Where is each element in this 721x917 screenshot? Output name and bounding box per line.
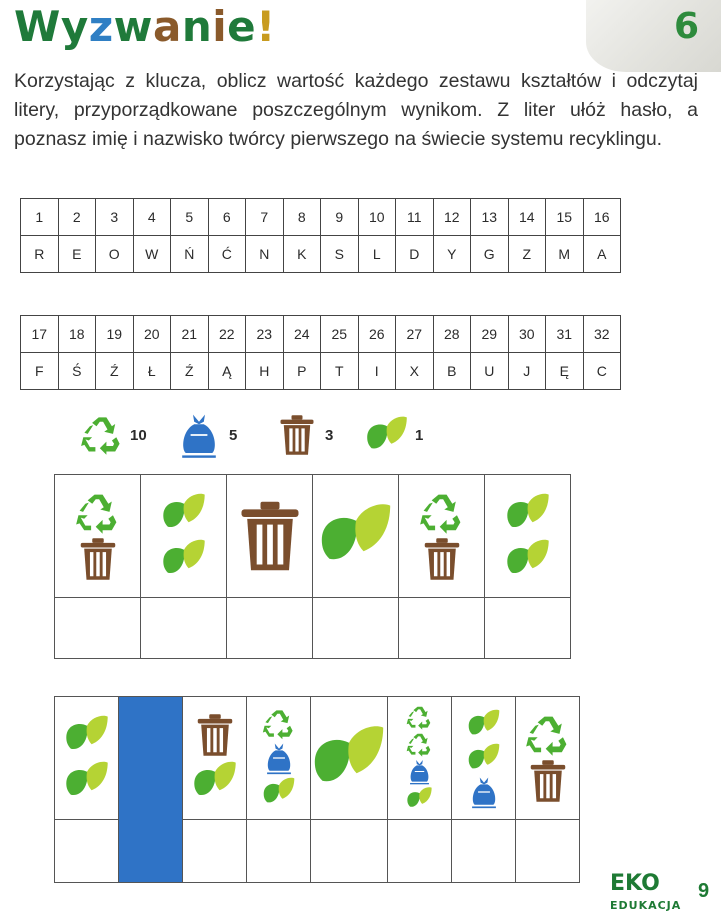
key-number: 12 bbox=[433, 199, 471, 236]
key-number: 29 bbox=[471, 316, 509, 353]
key-letter: Ę bbox=[546, 353, 584, 390]
legend-item bbox=[365, 400, 423, 470]
title-part: z bbox=[88, 2, 114, 51]
key-number: 2 bbox=[58, 199, 96, 236]
highlighted-column bbox=[119, 697, 183, 883]
leaf-icon bbox=[64, 712, 110, 758]
key-letter: U bbox=[471, 353, 509, 390]
key-letter: P bbox=[283, 353, 321, 390]
key-number: 17 bbox=[21, 316, 59, 353]
puzzle-shape-cell bbox=[388, 697, 452, 820]
key-number: 31 bbox=[546, 316, 584, 353]
answer-cell[interactable] bbox=[313, 598, 399, 659]
key-letter: W bbox=[133, 236, 171, 273]
trash-bin-icon bbox=[419, 536, 465, 582]
answer-cell[interactable] bbox=[55, 598, 141, 659]
answer-cell[interactable] bbox=[247, 820, 311, 883]
answer-cell[interactable] bbox=[516, 820, 580, 883]
trash-bin-icon bbox=[275, 413, 319, 457]
key-letter: L bbox=[358, 236, 396, 273]
key-letter: J bbox=[508, 353, 546, 390]
key-letter: D bbox=[396, 236, 434, 273]
key-number: 30 bbox=[508, 316, 546, 353]
key-letter: O bbox=[96, 236, 134, 273]
key-letter: M bbox=[546, 236, 584, 273]
legend-value: 5 bbox=[229, 426, 238, 444]
trash-bin-icon bbox=[75, 536, 121, 582]
leaf-icon bbox=[64, 758, 110, 804]
key-letter: B bbox=[433, 353, 471, 390]
answer-cell[interactable] bbox=[311, 820, 388, 883]
key-letter: E bbox=[58, 236, 96, 273]
answer-cell[interactable] bbox=[452, 820, 516, 883]
key-letter: K bbox=[283, 236, 321, 273]
page-number: 6 bbox=[673, 6, 699, 47]
puzzle-shape-cell bbox=[452, 697, 516, 820]
corner-decoration bbox=[586, 0, 721, 72]
recycle-icon bbox=[262, 707, 296, 741]
leaf-icon bbox=[161, 490, 207, 536]
key-letter: X bbox=[396, 353, 434, 390]
key-letter: I bbox=[358, 353, 396, 390]
puzzle-shape-cell bbox=[227, 475, 313, 598]
answer-cell[interactable] bbox=[399, 598, 485, 659]
title-part: e bbox=[227, 2, 257, 51]
key-number: 13 bbox=[471, 199, 509, 236]
answer-cell[interactable] bbox=[55, 820, 119, 883]
key-letter: F bbox=[21, 353, 59, 390]
key-number: 23 bbox=[246, 316, 284, 353]
key-number: 19 bbox=[96, 316, 134, 353]
brand-logo: EKO EDUKACJA bbox=[610, 871, 682, 912]
title-part: ! bbox=[256, 2, 276, 51]
key-number: 24 bbox=[283, 316, 321, 353]
leaf-icon bbox=[262, 775, 296, 809]
trash-bin-icon bbox=[232, 498, 308, 574]
key-number: 28 bbox=[433, 316, 471, 353]
recycle-icon bbox=[406, 704, 433, 731]
title-part: a bbox=[152, 2, 182, 51]
key-letter: Ź bbox=[171, 353, 209, 390]
trash-bag-icon bbox=[175, 411, 223, 459]
key-letter: T bbox=[321, 353, 359, 390]
footer-page-number: 9 bbox=[698, 880, 710, 902]
recycle-icon bbox=[525, 712, 571, 758]
puzzle-shape-cell bbox=[247, 697, 311, 820]
key-number: 27 bbox=[396, 316, 434, 353]
leaf-icon bbox=[365, 413, 409, 457]
key-number: 4 bbox=[133, 199, 171, 236]
puzzle-shape-cell bbox=[313, 475, 399, 598]
puzzle-shape-cell bbox=[55, 475, 141, 598]
key-number: 7 bbox=[246, 199, 284, 236]
puzzle-shape-cell bbox=[311, 697, 388, 820]
puzzle-shape-cell bbox=[516, 697, 580, 820]
key-letter: C bbox=[583, 353, 621, 390]
recycle-icon bbox=[80, 413, 124, 457]
key-number: 32 bbox=[583, 316, 621, 353]
key-number: 18 bbox=[58, 316, 96, 353]
key-number: 10 bbox=[358, 199, 396, 236]
key-number: 6 bbox=[208, 199, 246, 236]
key-letter: Y bbox=[433, 236, 471, 273]
recycle-icon bbox=[406, 731, 433, 758]
answer-cell[interactable] bbox=[141, 598, 227, 659]
key-number: 11 bbox=[396, 199, 434, 236]
key-letter: H bbox=[246, 353, 284, 390]
key-number: 26 bbox=[358, 316, 396, 353]
key-number: 20 bbox=[133, 316, 171, 353]
answer-cell[interactable] bbox=[183, 820, 247, 883]
puzzle-shape-cell bbox=[55, 697, 119, 820]
legend-item bbox=[275, 400, 333, 470]
leaf-icon bbox=[318, 498, 394, 574]
key-number: 16 bbox=[583, 199, 621, 236]
trash-bag-icon bbox=[467, 775, 501, 809]
puzzle-shape-cell bbox=[183, 697, 247, 820]
legend-item bbox=[175, 400, 237, 470]
key-letter: Ą bbox=[208, 353, 246, 390]
leaf-icon bbox=[406, 785, 433, 812]
title-part: i bbox=[212, 2, 228, 51]
puzzle-grid-2 bbox=[54, 696, 580, 883]
trash-bin-icon bbox=[525, 758, 571, 804]
key-number: 8 bbox=[283, 199, 321, 236]
key-number: 15 bbox=[546, 199, 584, 236]
page-title bbox=[14, 2, 276, 51]
title-part: Wy bbox=[14, 2, 89, 51]
leaf-icon bbox=[311, 720, 387, 796]
answer-cell[interactable] bbox=[388, 820, 452, 883]
key-number: 25 bbox=[321, 316, 359, 353]
puzzle-shape-cell bbox=[485, 475, 571, 598]
recycle-icon bbox=[419, 490, 465, 536]
key-letter: Z bbox=[508, 236, 546, 273]
instruction-text: Korzystając z klucza, oblicz wartość każdego zestawu kształtów i odczytaj litery, przyporządkowane poszczególnym wynikom. Z liter ułóż hasło, a poznasz imię i nazwisko twórcy pierwszego na świecie systemu recyklingu. bbox=[14, 70, 698, 150]
trash-bag-icon bbox=[406, 758, 433, 785]
key-letter: R bbox=[21, 236, 59, 273]
trash-bin-icon bbox=[192, 712, 238, 758]
puzzle-grid-1 bbox=[54, 474, 571, 659]
key-number: 21 bbox=[171, 316, 209, 353]
key-number: 1 bbox=[21, 199, 59, 236]
leaf-icon bbox=[505, 536, 551, 582]
key-table-1 bbox=[20, 198, 621, 273]
legend-value: 3 bbox=[325, 426, 334, 444]
key-number: 14 bbox=[508, 199, 546, 236]
answer-cell[interactable] bbox=[227, 598, 313, 659]
key-letter: Ń bbox=[171, 236, 209, 273]
key-number: 22 bbox=[208, 316, 246, 353]
leaf-icon bbox=[161, 536, 207, 582]
key-letter: S bbox=[321, 236, 359, 273]
answer-cell[interactable] bbox=[485, 598, 571, 659]
legend bbox=[0, 400, 721, 470]
leaf-icon bbox=[467, 707, 501, 741]
key-letter: Ł bbox=[133, 353, 171, 390]
title-part: w bbox=[113, 2, 153, 51]
key-letter: N bbox=[246, 236, 284, 273]
leaf-icon bbox=[467, 741, 501, 775]
key-letter: Ś bbox=[58, 353, 96, 390]
key-table-2 bbox=[20, 315, 621, 390]
legend-item bbox=[80, 400, 147, 470]
trash-bag-icon bbox=[262, 741, 296, 775]
leaf-icon bbox=[192, 758, 238, 804]
title-part: n bbox=[181, 2, 213, 51]
key-number: 3 bbox=[96, 199, 134, 236]
recycle-icon bbox=[75, 490, 121, 536]
key-number: 9 bbox=[321, 199, 359, 236]
leaf-icon bbox=[505, 490, 551, 536]
legend-value: 1 bbox=[415, 426, 424, 444]
legend-value: 10 bbox=[130, 426, 147, 444]
key-letter: Ź bbox=[96, 353, 134, 390]
key-letter: A bbox=[583, 236, 621, 273]
puzzle-shape-cell bbox=[141, 475, 227, 598]
key-number: 5 bbox=[171, 199, 209, 236]
key-letter: G bbox=[471, 236, 509, 273]
key-letter: Ć bbox=[208, 236, 246, 273]
puzzle-shape-cell bbox=[399, 475, 485, 598]
